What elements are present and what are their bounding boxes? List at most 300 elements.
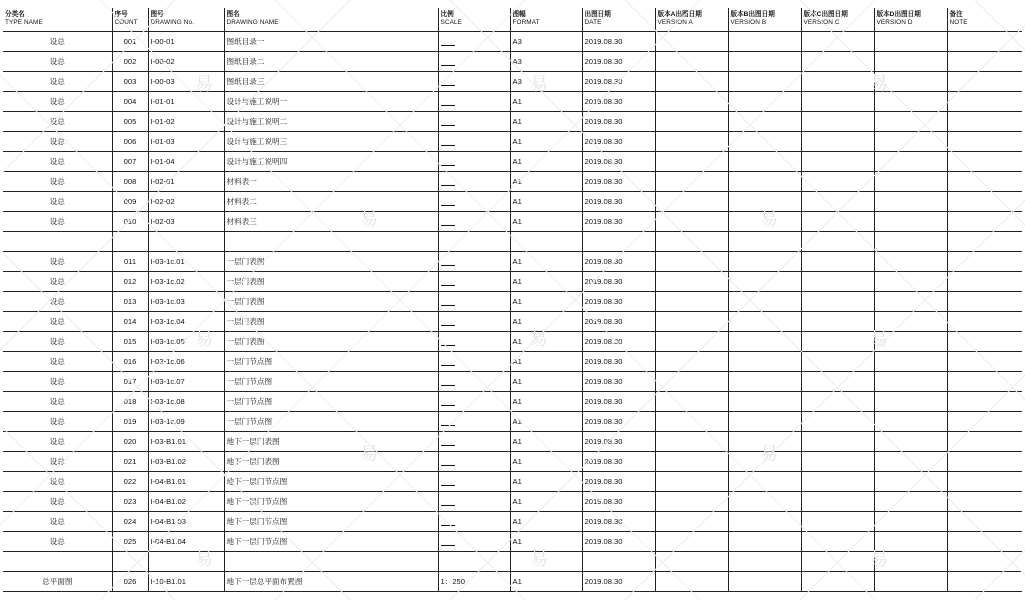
cell-name: 地下一层门节点图 — [224, 512, 438, 532]
table-row — [3, 292, 1022, 312]
scale-blank-line — [441, 97, 455, 106]
cell-count: 025 — [112, 532, 148, 552]
cell-scale — [438, 172, 510, 192]
cell-type: 总平面图 — [3, 572, 112, 592]
cell-date: 2019.08.30 — [582, 192, 655, 212]
cell-format: A1 — [510, 572, 582, 592]
cell-scale — [438, 132, 510, 152]
cell-empty — [510, 552, 582, 572]
cell-empty — [874, 92, 947, 112]
cell-count: 002 — [112, 52, 148, 72]
cell-empty — [655, 352, 728, 372]
cell-type: 设总 — [3, 92, 112, 112]
column-header-en: VERSION A — [657, 19, 693, 26]
scale-blank-line — [441, 137, 455, 146]
cell-empty — [655, 292, 728, 312]
cell-format: A3 — [510, 72, 582, 92]
cell-empty — [947, 212, 1022, 232]
cell-empty — [148, 232, 224, 252]
watermark-glyph: 易 — [870, 549, 888, 570]
cell-empty — [874, 312, 947, 332]
cell-name: 地下一层门节点图 — [224, 492, 438, 512]
cell-date: 2019.08.30 — [582, 112, 655, 132]
cell-empty — [112, 552, 148, 572]
cell-empty — [801, 172, 874, 192]
cell-type: 设总 — [3, 432, 112, 452]
cell-empty — [874, 152, 947, 172]
scale-blank-line — [441, 217, 455, 226]
cell-scale — [438, 292, 510, 312]
cell-date: 2019.08.30 — [582, 352, 655, 372]
cell-empty — [947, 332, 1022, 352]
cell-count: 004 — [112, 92, 148, 112]
cell-date: 2019.08.30 — [582, 152, 655, 172]
cell-empty — [655, 152, 728, 172]
watermark-glyph: 易 — [870, 74, 888, 95]
cell-scale — [438, 252, 510, 272]
cell-empty — [801, 252, 874, 272]
cell-count: 011 — [112, 252, 148, 272]
watermark-glyph: 易 — [530, 329, 548, 350]
cell-type: 设总 — [3, 212, 112, 232]
table-row — [3, 572, 1022, 592]
cell-empty — [801, 132, 874, 152]
cell-date: 2019.08.30 — [582, 32, 655, 52]
cell-empty — [655, 412, 728, 432]
cell-empty — [801, 552, 874, 572]
table-row — [3, 252, 1022, 272]
cell-empty — [582, 232, 655, 252]
cell-empty — [655, 532, 728, 552]
cell-type: 设总 — [3, 112, 112, 132]
table-row — [3, 72, 1022, 92]
cell-name: 地下一层门节点图 — [224, 532, 438, 552]
cell-scale — [438, 372, 510, 392]
cell-type: 设总 — [3, 172, 112, 192]
table-row — [3, 32, 1022, 52]
column-header-zh: 图幅 — [512, 11, 526, 18]
cell-scale — [438, 532, 510, 552]
cell-empty — [728, 332, 801, 352]
cell-date: 2019.08.30 — [582, 372, 655, 392]
table-header — [3, 8, 1022, 32]
scale-blank-line — [441, 397, 455, 406]
cell-empty — [801, 452, 874, 472]
cell-empty — [874, 412, 947, 432]
cell-no: I-00-02 — [148, 52, 224, 72]
cell-empty — [728, 132, 801, 152]
watermark-glyph: 易 — [760, 209, 778, 230]
cell-scale — [438, 472, 510, 492]
cell-date: 2019.08.30 — [582, 532, 655, 552]
cell-name: 一层门表图 — [224, 312, 438, 332]
cell-format: A1 — [510, 512, 582, 532]
cell-date: 2019.08.30 — [582, 172, 655, 192]
table-row — [3, 92, 1022, 112]
cell-empty — [655, 572, 728, 592]
cell-empty — [728, 272, 801, 292]
scale-blank-line — [441, 517, 455, 526]
cell-empty — [801, 372, 874, 392]
cell-empty — [801, 492, 874, 512]
cell-type: 设总 — [3, 52, 112, 72]
cell-empty — [874, 192, 947, 212]
cell-type: 设总 — [3, 292, 112, 312]
column-header-en: VERSION B — [730, 19, 767, 26]
cell-empty — [947, 472, 1022, 492]
cell-type: 设总 — [3, 192, 112, 212]
column-header-zh: 备注 — [949, 11, 963, 18]
cell-count: 023 — [112, 492, 148, 512]
table-row — [3, 472, 1022, 492]
cell-scale — [438, 92, 510, 112]
scale-blank-line — [441, 57, 455, 66]
spacer-row — [3, 552, 1022, 572]
table-row — [3, 152, 1022, 172]
table-row — [3, 332, 1022, 352]
cell-empty — [438, 232, 510, 252]
column-header-zh: 图名 — [226, 11, 240, 18]
cell-empty — [728, 72, 801, 92]
cell-empty — [947, 272, 1022, 292]
cell-format: A1 — [510, 272, 582, 292]
cell-date: 2019.08.30 — [582, 572, 655, 592]
cell-empty — [874, 32, 947, 52]
table-row — [3, 432, 1022, 452]
scale-blank-line — [441, 117, 455, 126]
cell-empty — [728, 192, 801, 212]
cell-empty — [655, 552, 728, 572]
cell-empty — [655, 432, 728, 452]
cell-format: A1 — [510, 352, 582, 372]
cell-empty — [655, 472, 728, 492]
cell-count: 006 — [112, 132, 148, 152]
cell-empty — [801, 32, 874, 52]
column-header-zh: 版本B出图日期 — [730, 11, 775, 18]
cell-format: A1 — [510, 92, 582, 112]
cell-empty — [874, 572, 947, 592]
cell-date: 2019.08.30 — [582, 52, 655, 72]
cell-empty — [947, 432, 1022, 452]
scale-blank-line — [441, 37, 455, 46]
cell-no: I-03-B1.01 — [148, 432, 224, 452]
cell-empty — [224, 552, 438, 572]
cell-empty — [801, 332, 874, 352]
cell-empty — [947, 152, 1022, 172]
cell-empty — [874, 352, 947, 372]
cell-date: 2019.08.30 — [582, 512, 655, 532]
cell-count: 014 — [112, 312, 148, 332]
column-header-version-c — [801, 8, 874, 32]
cell-empty — [655, 32, 728, 52]
cell-empty — [655, 452, 728, 472]
cell-empty — [947, 92, 1022, 112]
cell-no: I-04-B1.03 — [148, 512, 224, 532]
cell-empty — [947, 572, 1022, 592]
cell-empty — [874, 212, 947, 232]
table-row — [3, 312, 1022, 332]
cell-empty — [728, 392, 801, 412]
cell-count: 001 — [112, 32, 148, 52]
cell-empty — [3, 232, 112, 252]
cell-empty — [728, 572, 801, 592]
cell-name: 设计与施工说明四 — [224, 152, 438, 172]
cell-count: 024 — [112, 512, 148, 532]
scale-blank-line — [441, 537, 455, 546]
column-header-zh: 图号 — [150, 11, 164, 18]
cell-no: I-02-01 — [148, 172, 224, 192]
column-header-scale — [438, 8, 510, 32]
cell-empty — [728, 472, 801, 492]
cell-empty — [112, 232, 148, 252]
cell-empty — [801, 432, 874, 452]
spacer-row — [3, 232, 1022, 252]
cell-no: I-00-03 — [148, 72, 224, 92]
cell-empty — [655, 332, 728, 352]
cell-empty — [801, 392, 874, 412]
cell-count: 010 — [112, 212, 148, 232]
cell-empty — [728, 252, 801, 272]
cell-name: 一层门表图 — [224, 292, 438, 312]
scale-blank-line — [441, 77, 455, 86]
cell-format: A1 — [510, 172, 582, 192]
table-row — [3, 192, 1022, 212]
cell-empty — [947, 312, 1022, 332]
cell-empty — [801, 192, 874, 212]
cell-format: A1 — [510, 212, 582, 232]
cell-empty — [224, 232, 438, 252]
cell-name: 一层门表图 — [224, 272, 438, 292]
cell-no: I-04-B1.01 — [148, 472, 224, 492]
cell-empty — [728, 492, 801, 512]
cell-empty — [947, 352, 1022, 372]
cell-empty — [801, 352, 874, 372]
cell-empty — [655, 92, 728, 112]
column-header-zh: 序号 — [114, 11, 128, 18]
cell-format: A1 — [510, 192, 582, 212]
cell-empty — [655, 172, 728, 192]
cell-empty — [947, 412, 1022, 432]
cell-no: I-03-1c.02 — [148, 272, 224, 292]
column-header-version-a — [655, 8, 728, 32]
cell-empty — [947, 192, 1022, 212]
cell-date: 2019.08.30 — [582, 392, 655, 412]
cell-empty — [655, 52, 728, 72]
cell-empty — [728, 452, 801, 472]
cell-empty — [947, 52, 1022, 72]
cell-name: 图纸目录一 — [224, 32, 438, 52]
scale-blank-line — [441, 497, 455, 506]
table-row — [3, 452, 1022, 472]
cell-empty — [874, 172, 947, 192]
scale-blank-line — [441, 257, 455, 266]
cell-empty — [801, 272, 874, 292]
cell-empty — [728, 532, 801, 552]
column-header-zh: 版本C出图日期 — [803, 11, 848, 18]
cell-scale — [438, 152, 510, 172]
column-header-zh: 版本A出图日期 — [657, 11, 702, 18]
cell-empty — [874, 232, 947, 252]
column-header-note — [947, 8, 1022, 32]
scale-blank-line — [441, 277, 455, 286]
cell-format: A1 — [510, 312, 582, 332]
cell-empty — [947, 232, 1022, 252]
column-header-en: SCALE — [440, 19, 462, 26]
column-header-format — [510, 8, 582, 32]
cell-empty — [728, 512, 801, 532]
cell-no: I-01-02 — [148, 112, 224, 132]
table-body — [3, 32, 1022, 592]
watermark-glyph: 易 — [530, 74, 548, 95]
cell-name: 设计与施工说明三 — [224, 132, 438, 152]
cell-no: I-03-1c.05 — [148, 332, 224, 352]
cell-count: 003 — [112, 72, 148, 92]
cell-empty — [801, 292, 874, 312]
cell-format: A1 — [510, 432, 582, 452]
cell-date: 2019.08.30 — [582, 332, 655, 352]
cell-type: 设总 — [3, 312, 112, 332]
scale-blank-line — [441, 457, 455, 466]
cell-empty — [874, 372, 947, 392]
cell-empty — [801, 152, 874, 172]
cell-no: I-04-B1.04 — [148, 532, 224, 552]
cell-empty — [874, 332, 947, 352]
cell-format: A1 — [510, 152, 582, 172]
column-header-type-name — [3, 8, 112, 32]
cell-scale — [438, 272, 510, 292]
cell-empty — [655, 392, 728, 412]
column-header-en: NOTE — [949, 19, 968, 26]
cell-empty — [655, 272, 728, 292]
cell-no: I-02-03 — [148, 212, 224, 232]
cell-type: 设总 — [3, 332, 112, 352]
cell-count: 012 — [112, 272, 148, 292]
cell-no: I-03-1c.01 — [148, 252, 224, 272]
cell-scale — [438, 412, 510, 432]
cell-format: A1 — [510, 132, 582, 152]
cell-empty — [874, 512, 947, 532]
column-header-zh: 比例 — [440, 11, 454, 18]
cell-format: A1 — [510, 292, 582, 312]
cell-name: 一层门表图 — [224, 252, 438, 272]
cell-date: 2019.08.30 — [582, 212, 655, 232]
cell-no: I-03-1c.06 — [148, 352, 224, 372]
cell-scale: 1：250 — [438, 572, 510, 592]
cell-date: 2019.08.30 — [582, 452, 655, 472]
cell-format: A1 — [510, 492, 582, 512]
cell-name: 地下一层门表图 — [224, 432, 438, 452]
scale-blank-line — [441, 297, 455, 306]
cell-scale — [438, 492, 510, 512]
cell-empty — [801, 232, 874, 252]
cell-count: 021 — [112, 452, 148, 472]
table-row — [3, 112, 1022, 132]
scale-blank-line — [441, 157, 455, 166]
column-header-drawing-no — [148, 8, 224, 32]
cell-type: 设总 — [3, 452, 112, 472]
cell-empty — [874, 112, 947, 132]
cell-date: 2019.08.30 — [582, 272, 655, 292]
column-header-zh: 出图日期 — [584, 11, 611, 18]
scale-blank-line — [441, 197, 455, 206]
cell-empty — [801, 472, 874, 492]
cell-empty — [728, 312, 801, 332]
watermark-glyph: 易 — [360, 209, 378, 230]
column-header-zh: 分类名 — [5, 11, 25, 18]
cell-scale — [438, 512, 510, 532]
cell-empty — [947, 72, 1022, 92]
table-row — [3, 52, 1022, 72]
cell-empty — [438, 552, 510, 572]
cell-type: 设总 — [3, 412, 112, 432]
cell-name: 一层门表图 — [224, 332, 438, 352]
cell-no: I-01-03 — [148, 132, 224, 152]
cell-empty — [947, 132, 1022, 152]
column-header-date — [582, 8, 655, 32]
header-row — [3, 8, 1022, 32]
watermark-glyph: 易 — [195, 74, 213, 95]
cell-type: 设总 — [3, 492, 112, 512]
cell-empty — [801, 92, 874, 112]
table-row — [3, 512, 1022, 532]
table-row — [3, 532, 1022, 552]
cell-type: 设总 — [3, 32, 112, 52]
cell-date: 2019.08.30 — [582, 132, 655, 152]
cell-empty — [728, 432, 801, 452]
cell-name: 一层门节点图 — [224, 412, 438, 432]
column-header-en: COUNT — [114, 19, 138, 26]
table-row — [3, 272, 1022, 292]
column-header-zh: 版本D出图日期 — [876, 11, 921, 18]
cell-empty — [728, 112, 801, 132]
cell-type: 设总 — [3, 352, 112, 372]
cell-empty — [582, 552, 655, 572]
cell-empty — [728, 352, 801, 372]
scale-blank-line — [441, 317, 455, 326]
cell-scale — [438, 192, 510, 212]
cell-scale — [438, 392, 510, 412]
table-row — [3, 412, 1022, 432]
cell-no: I-04-B1.02 — [148, 492, 224, 512]
drawing-list-sheet — [3, 8, 1022, 592]
cell-empty — [655, 372, 728, 392]
cell-empty — [655, 72, 728, 92]
cell-format: A1 — [510, 372, 582, 392]
cell-empty — [874, 392, 947, 412]
cell-empty — [801, 412, 874, 432]
scale-blank-line — [441, 477, 455, 486]
cell-date: 2019.08.30 — [582, 472, 655, 492]
table-row — [3, 492, 1022, 512]
cell-type: 设总 — [3, 72, 112, 92]
cell-format: A1 — [510, 332, 582, 352]
cell-empty — [874, 52, 947, 72]
cell-empty — [655, 232, 728, 252]
cell-format: A1 — [510, 412, 582, 432]
table-row — [3, 172, 1022, 192]
cell-scale — [438, 452, 510, 472]
scale-blank-line — [441, 337, 455, 346]
cell-empty — [947, 252, 1022, 272]
cell-empty — [874, 292, 947, 312]
cell-no: I-02-02 — [148, 192, 224, 212]
cell-empty — [874, 552, 947, 572]
cell-name: 材料表一 — [224, 172, 438, 192]
cell-date: 2019.08.30 — [582, 432, 655, 452]
cell-empty — [874, 432, 947, 452]
cell-date: 2019.08.30 — [582, 92, 655, 112]
cell-empty — [655, 192, 728, 212]
